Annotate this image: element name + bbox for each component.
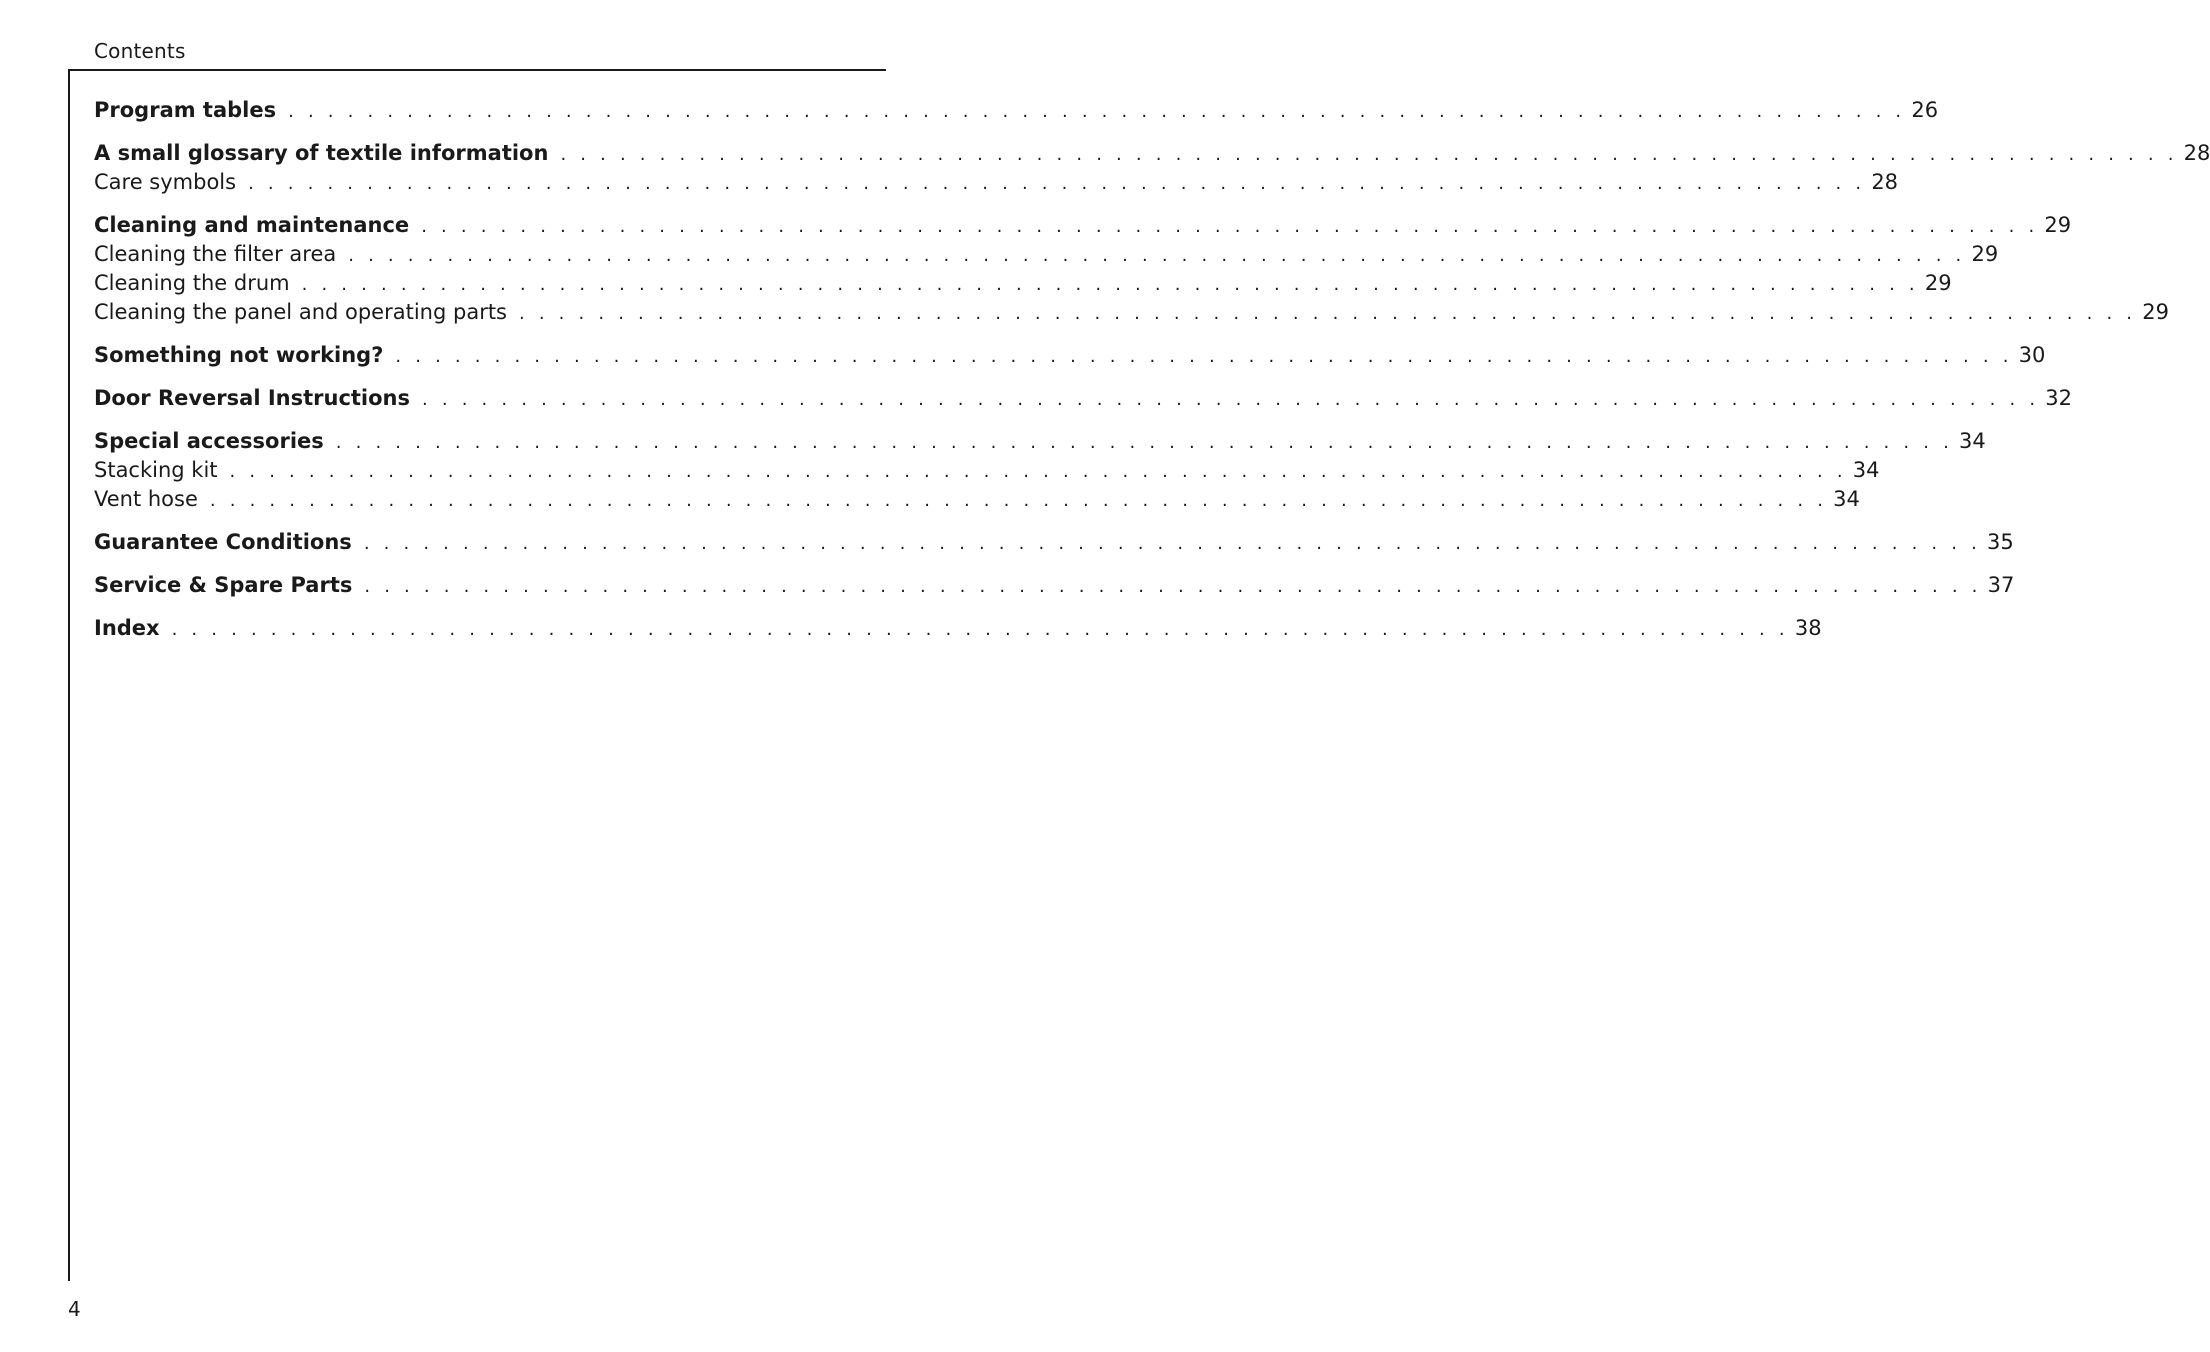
toc-entry-index[interactable] (94, 614, 1822, 643)
toc-entry-page: 30 (2018, 343, 2046, 367)
toc-entry-page: 28 (1871, 170, 1899, 194)
dot-leader: . . . . . . . . . . . . . . . . . . . . . . . . . . . . . . . . . . . . . . . . . . . . . . . . . . . . . . . . . . . . . . . . . . . . . . . . . . . . . . . . . . (171, 619, 1789, 640)
toc-entry-page: 34 (1959, 429, 1986, 453)
dot-leader: . . . . . . . . . . . . . . . . . . . . . . . . . . . . . . . . . . . . . . . . . . . . . . . . . . . . . . . . . . . . . . . . . . . . . . . . . . . . . . . . . . (560, 144, 2178, 165)
toc-entry-page: 32 (2045, 386, 2072, 410)
toc-entry-title: Cleaning the filter area (94, 242, 337, 266)
running-header: Contents (94, 39, 186, 63)
toc-entry-cleaning-maintenance[interactable] (94, 211, 2072, 240)
toc-entry-page: 28 (2183, 141, 2210, 165)
toc-entry-page: 29 (2142, 300, 2169, 324)
dot-leader: . . . . . . . . . . . . . . . . . . . . . . . . . . . . . . . . . . . . . . . . . . . . . . . . . . . . . . . . . . . . . . . . . . . . . . . . . . . . . . . . . . (395, 346, 2013, 367)
toc-entry-page: 34 (1833, 487, 1860, 511)
toc-entry-title: A small glossary of textile information (94, 141, 549, 165)
toc-entry-title: Program tables (94, 98, 277, 122)
dot-leader: . . . . . . . . . . . . . . . . . . . . . . . . . . . . . . . . . . . . . . . . . . . . . . . . . . . . . . . . . . . . . . . . . . . . . . . . . . . . . . . . . . (209, 490, 1828, 511)
toc-entry-title: Vent hose (94, 487, 198, 511)
toc-entry-care-symbols[interactable] (94, 168, 1899, 197)
toc-entry-page: 35 (1987, 530, 2014, 554)
table-of-contents (94, 96, 2210, 643)
dot-leader: . . . . . . . . . . . . . . . . . . . . . . . . . . . . . . . . . . . . . . . . . . . . . . . . . . . . . . . . . . . . . . . . . . . . . . . . . . . . . . . . . . (301, 274, 1919, 295)
toc-entry-title: Service & Spare Parts (94, 573, 353, 597)
toc-entry-title: Door Reversal Instructions (94, 386, 411, 410)
dot-leader: . . . . . . . . . . . . . . . . . . . . . . . . . . . . . . . . . . . . . . . . . . . . . . . . . . . . . . . . . . . . . . . . . . . . . . . . . . . . . . . . . . (363, 533, 1982, 554)
toc-entry-door-reversal[interactable] (94, 384, 2072, 413)
page-number: 4 (68, 1297, 81, 1321)
toc-entry-page: 26 (1911, 98, 1939, 122)
toc-entry-title: Index (94, 616, 160, 640)
toc-entry-program-tables[interactable] (94, 96, 1939, 125)
dot-leader: . . . . . . . . . . . . . . . . . . . . . . . . . . . . . . . . . . . . . . . . . . . . . . . . . . . . . . . . . . . . . . . . . . . . . . . . . . . . . . . . . . (335, 432, 1953, 453)
dot-leader: . . . . . . . . . . . . . . . . . . . . . . . . . . . . . . . . . . . . . . . . . . . . . . . . . . . . . . . . . . . . . . . . . . . . . . . . . . . . . . . . . . (288, 101, 1906, 122)
toc-entry-title: Guarantee Conditions (94, 530, 352, 554)
toc-entry-stacking-kit[interactable] (94, 456, 1880, 485)
dot-leader: . . . . . . . . . . . . . . . . . . . . . . . . . . . . . . . . . . . . . . . . . . . . . . . . . . . . . . . . . . . . . . . . . . . . . . . . . . . . . . . . . . (422, 389, 2040, 410)
dot-leader: . . . . . . . . . . . . . . . . . . . . . . . . . . . . . . . . . . . . . . . . . . . . . . . . . . . . . . . . . . . . . . . . . . . . . . . . . . . . . . . . . . (519, 303, 2137, 324)
toc-entry-glossary[interactable] (94, 139, 2210, 168)
header-rule (68, 69, 886, 71)
dot-leader: . . . . . . . . . . . . . . . . . . . . . . . . . . . . . . . . . . . . . . . . . . . . . . . . . . . . . . . . . . . . . . . . . . . . . . . . . . . . . . . . . . (348, 245, 1966, 266)
toc-entry-cleaning-filter[interactable] (94, 240, 1999, 269)
toc-entry-cleaning-drum[interactable] (94, 269, 1952, 298)
toc-entry-title: Special accessories (94, 429, 324, 453)
toc-entry-page: 37 (1987, 573, 2015, 597)
toc-entry-page: 29 (2044, 213, 2072, 237)
toc-entry-something-not-working[interactable] (94, 341, 2046, 370)
toc-entry-title: Care symbols (94, 170, 237, 194)
toc-entry-title: Something not working? (94, 343, 384, 367)
toc-entry-service-spare-parts[interactable] (94, 571, 2015, 600)
toc-entry-page: 38 (1794, 616, 1822, 640)
toc-entry-special-accessories[interactable] (94, 427, 1986, 456)
dot-leader: . . . . . . . . . . . . . . . . . . . . . . . . . . . . . . . . . . . . . . . . . . . . . . . . . . . . . . . . . . . . . . . . . . . . . . . . . . . . . . . . . . (364, 576, 1982, 597)
toc-entry-title: Cleaning the drum (94, 271, 290, 295)
toc-entry-page: 34 (1852, 458, 1880, 482)
toc-entry-vent-hose[interactable] (94, 485, 1860, 514)
toc-entry-page: 29 (1924, 271, 1952, 295)
dot-leader: . . . . . . . . . . . . . . . . . . . . . . . . . . . . . . . . . . . . . . . . . . . . . . . . . . . . . . . . . . . . . . . . . . . . . . . . . . . . . . . . . . (248, 173, 1866, 194)
dot-leader: . . . . . . . . . . . . . . . . . . . . . . . . . . . . . . . . . . . . . . . . . . . . . . . . . . . . . . . . . . . . . . . . . . . . . . . . . . . . . . . . . . (421, 216, 2039, 237)
toc-entry-guarantee-conditions[interactable] (94, 528, 2014, 557)
margin-rule (68, 69, 70, 1281)
toc-entry-title: Stacking kit (94, 458, 218, 482)
toc-entry-title: Cleaning the panel and operating parts (94, 300, 507, 324)
toc-entry-title: Cleaning and maintenance (94, 213, 410, 237)
toc-entry-page: 29 (1971, 242, 1999, 266)
dot-leader: . . . . . . . . . . . . . . . . . . . . . . . . . . . . . . . . . . . . . . . . . . . . . . . . . . . . . . . . . . . . . . . . . . . . . . . . . . . . . . . . . . (229, 461, 1847, 482)
toc-entry-cleaning-panel[interactable] (94, 298, 2169, 327)
